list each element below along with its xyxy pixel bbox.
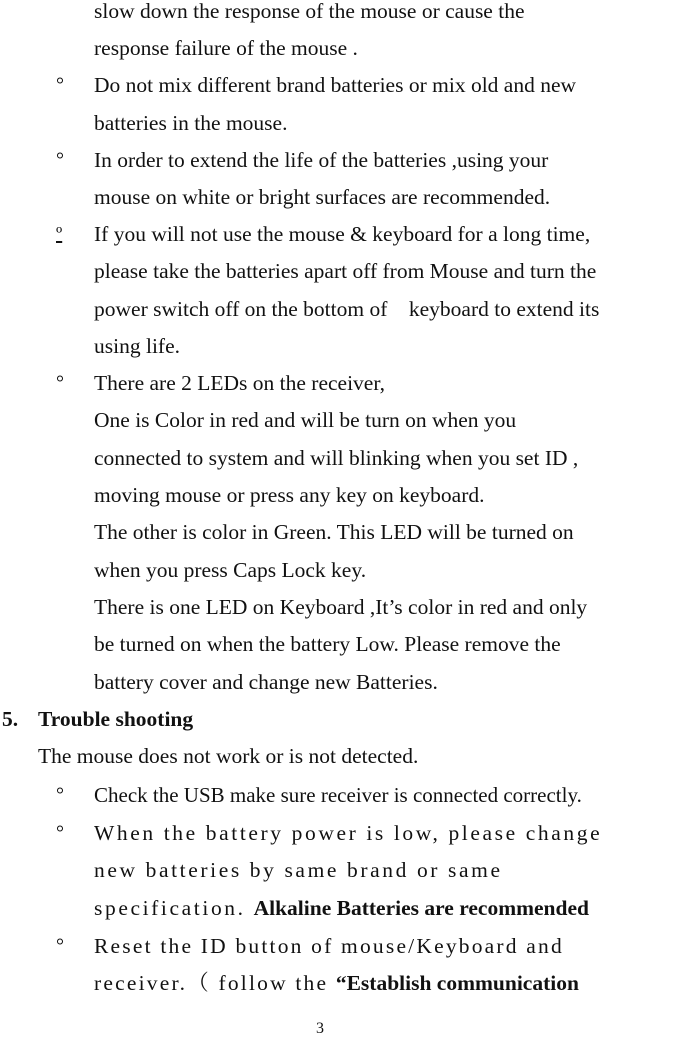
battery-note-line: battery cover and change new Batteries. — [94, 670, 438, 694]
battery-note-line: when you press Caps Lock key. — [94, 558, 367, 582]
trouble-item-text: receiver.（ follow the — [94, 971, 336, 995]
battery-note-line: There is one LED on Keyboard ,It’s color in red and only — [94, 595, 588, 619]
trouble-item-line — [94, 970, 579, 996]
battery-note-line: batteries in the mouse. — [94, 111, 288, 135]
section-number: 5. — [2, 707, 19, 731]
battery-note-line: power switch off on the bottom of keyboard to extend its — [94, 297, 600, 321]
battery-note-line: In order to extend the life of the batteries ,using your — [94, 148, 549, 172]
battery-note-line: be turned on when the battery Low. Please remove the — [94, 632, 561, 656]
bullet-degree: ° — [56, 935, 64, 957]
trouble-item-emphasis: “Establish communication — [335, 971, 579, 995]
trouble-item-line — [94, 895, 589, 921]
trouble-item-line: Check the USB make sure receiver is connected correctly. — [94, 783, 582, 807]
bullet-degree: ° — [56, 822, 64, 844]
trouble-item-line: When the battery power is low, please change — [94, 821, 603, 845]
battery-note-line: please take the batteries apart off from Mouse and turn the — [94, 259, 597, 283]
battery-note-line: There are 2 LEDs on the receiver, — [94, 371, 386, 395]
trouble-item-text: specification. — [94, 896, 254, 920]
section-intro: The mouse does not work or is not detected. — [38, 744, 419, 768]
bullet-ordinal: º — [56, 223, 63, 245]
section-title: Trouble shooting — [38, 707, 194, 731]
battery-note-line: Do not mix different brand batteries or mix old and new — [94, 73, 577, 97]
trouble-item-emphasis: Alkaline Batteries are recommended — [253, 896, 589, 920]
bullet-degree: ° — [56, 784, 64, 806]
battery-note-continued-line: slow down the response of the mouse or cause the — [94, 0, 525, 23]
page-number: 3 — [316, 1020, 324, 1037]
battery-note-line: mouse on white or bright surfaces are recommended. — [94, 185, 551, 209]
trouble-item-line: new batteries by same brand or same — [94, 858, 503, 882]
bullet-degree: ° — [56, 372, 64, 394]
battery-note-line: connected to system and will blinking when you set ID , — [94, 446, 579, 470]
bullet-degree: ° — [56, 149, 64, 171]
battery-note-line: If you will not use the mouse & keyboard for a long time, — [94, 222, 591, 246]
trouble-item-line: Reset the ID button of mouse/Keyboard and — [94, 934, 564, 958]
battery-note-line: using life. — [94, 334, 180, 358]
battery-note-line: moving mouse or press any key on keyboard. — [94, 483, 485, 507]
bullet-degree: ° — [56, 74, 64, 96]
battery-note-line: One is Color in red and will be turn on when you — [94, 408, 517, 432]
battery-note-continued-line: response failure of the mouse . — [94, 36, 358, 60]
battery-note-line: The other is color in Green. This LED will be turned on — [94, 520, 574, 544]
